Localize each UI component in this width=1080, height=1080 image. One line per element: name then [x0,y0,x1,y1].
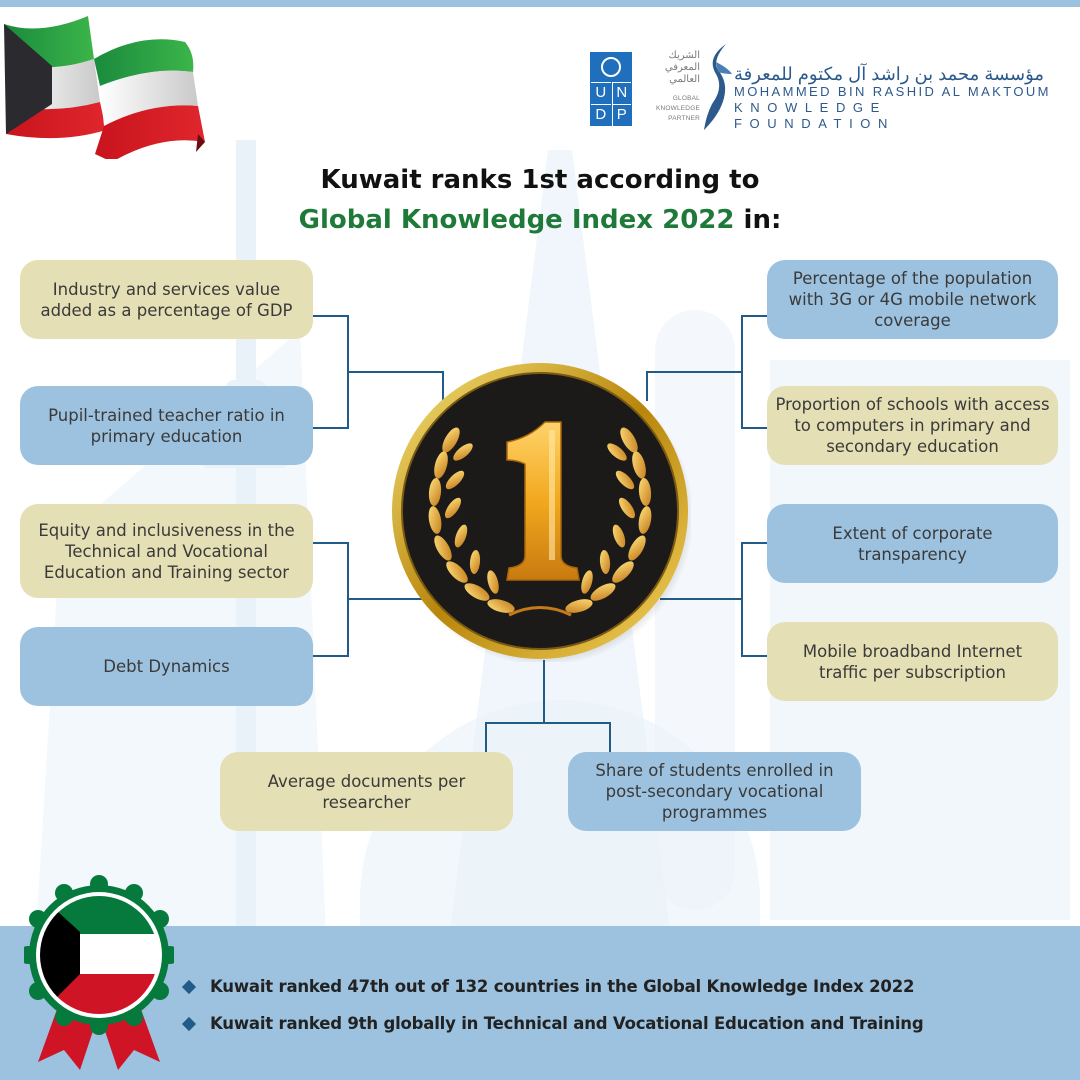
indicator-label: Percentage of the population with 3G or 4G mobile network coverage [788,269,1037,330]
top-strip [0,0,1080,7]
gkp-arabic-line: الشريك [668,50,700,61]
fact-text: Kuwait ranked 47th out of 132 countries in the Global Knowledge Index 2022 [210,977,915,996]
footer-facts-list [182,968,923,1042]
indicator-pupil-teacher-ratio [20,386,313,465]
indicator-tvet-equity-inclusiveness [20,504,313,598]
mbrf-english-name-line1: MOHAMMED BIN RASHID AL MAKTOUM [734,84,1051,99]
title-highlight: Global Knowledge Index 2022 [298,205,735,235]
undp-letter: P [612,104,632,126]
first-place-laurel-medal-icon [389,360,691,662]
kuwait-flag-rosette-icon [24,870,174,1070]
page-title [0,160,1080,240]
indicator-label: Extent of corporate transparency [832,523,993,564]
mbrf-logo-mark-icon [698,44,732,130]
indicator-label: Average documents per researcher [267,771,466,812]
title-line-2 [0,200,1080,240]
fact-item [182,968,923,1005]
un-emblem-icon [601,57,621,77]
undp-letter: U [591,82,611,104]
mbrf-english-name-line2: KNOWLEDGE FOUNDATION [734,100,895,131]
indicator-label: Mobile broadband Internet traffic per subscription [802,641,1023,682]
indicator-corporate-transparency [767,504,1058,583]
indicator-industry-services-value-added [20,260,313,339]
indicator-label: Equity and inclusiveness in the Technical and Vocational Education and Training sector [38,520,295,582]
indicator-label: Share of students enrolled in post-secondary vocational programmes [595,761,834,822]
title-suffix: in: [734,205,782,235]
global-knowledge-partner-label [640,50,700,124]
fact-item [182,1005,923,1042]
gkp-arabic-line: العالمي [669,74,700,85]
undp-letter: D [591,104,611,126]
undp-logo [590,52,632,126]
kuwait-flag-waving-icon [0,14,220,159]
indicator-label: Proportion of schools with access to computers in primary and secondary education [775,395,1050,456]
diamond-bullet-icon [182,1016,196,1030]
indicator-label: Debt Dynamics [103,657,230,676]
gkp-english-line: GLOBAL [672,95,700,102]
mbrf-arabic-name: مؤسسة محمد بن راشد آل مكتوم للمعرفة [734,64,1045,84]
indicator-debt-dynamics [20,627,313,706]
indicator-label: Industry and services value added as a percentage of GDP [40,279,293,320]
indicator-mobile-network-coverage [767,260,1058,339]
undp-letter: N [612,82,632,104]
gkp-english-line: PARTNER [668,115,700,122]
mbrf-logo-text [734,64,1056,132]
indicator-documents-per-researcher [220,752,513,831]
gkp-english-line: KNOWLEDGE [655,105,700,112]
gkp-arabic-line: المعرفي [664,62,700,73]
indicator-label: Pupil-trained teacher ratio in primary education [48,405,285,446]
fact-text: Kuwait ranked 9th globally in Technical and Vocational Education and Training [210,1014,924,1033]
indicator-schools-computer-access [767,386,1058,465]
diamond-bullet-icon [182,979,196,993]
indicator-mobile-broadband-traffic [767,622,1058,701]
title-line-1: Kuwait ranks 1st according to [320,165,760,195]
partner-logos [586,44,1056,130]
indicator-post-secondary-vocational-enrolment [568,752,861,831]
